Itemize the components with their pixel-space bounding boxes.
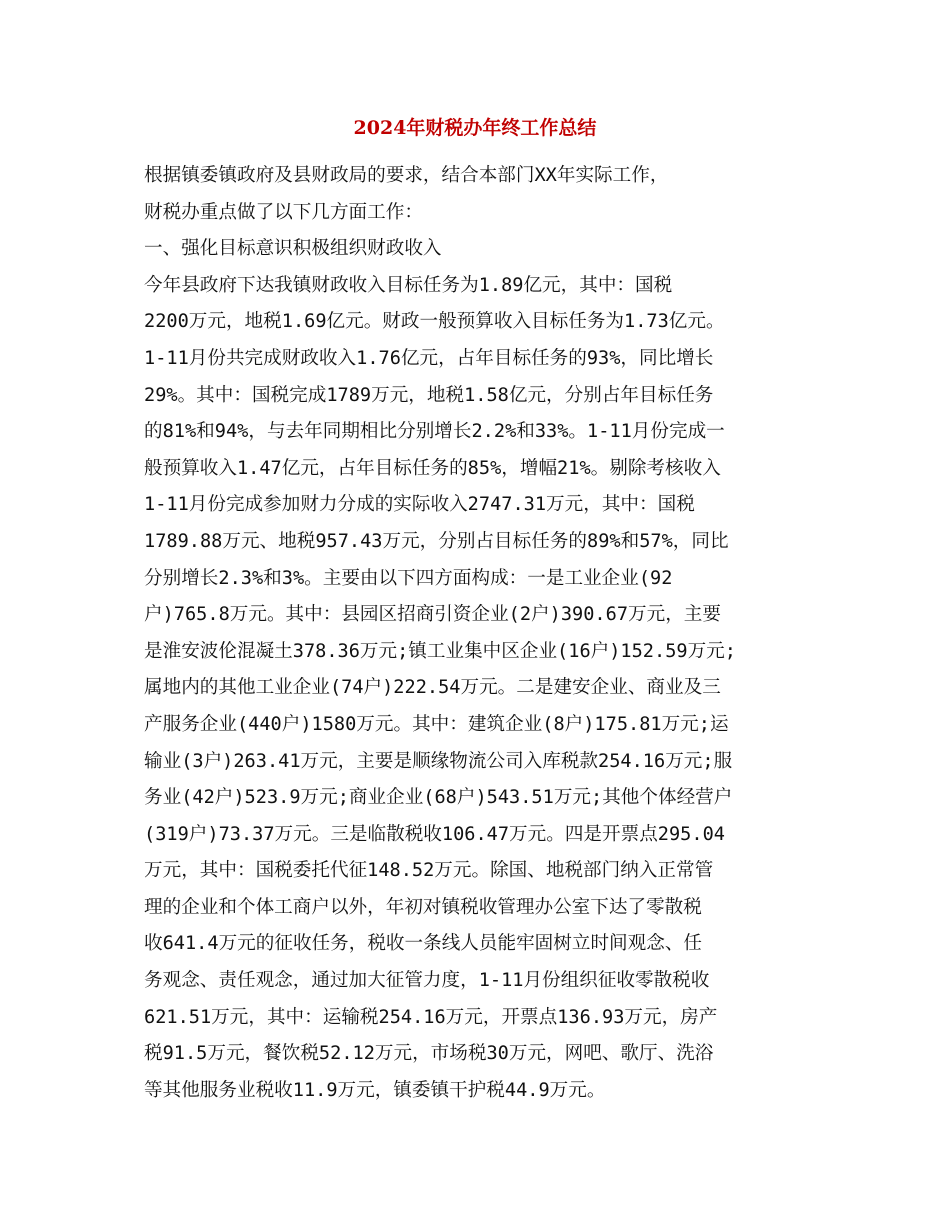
document-body: [144, 158, 814, 1109]
document-title: 2024年财税办年终工作总结: [353, 117, 597, 139]
section-heading-1: 一、强化目标意识积极组织财政收入: [144, 238, 442, 260]
intro-paragraph: 根据镇委镇政府及县财政局的要求，结合本部门XX年实际工作， 财税办重点做了以下几方面工作：: [144, 165, 669, 223]
section-1-paragraph: 今年县政府下达我镇财政收入目标任务为1.89亿元，其中：国税 2200万元，地税1.69亿元。财政一般预算收入目标任务为1.73亿元。 1-11月份共完成财政收入1.76亿元，占年目标任务的93%，同比增长 29%。其中：国税完成1789万元，地税1.58亿元，分别占年目标任务 的81%和94%，与去年同期相比分别增长2.2%和33%。1-11月份完成一 般预算收入1.47亿元，占年目标任务的85%，增幅21%。剔除考核收入 1-11月份完成参加财力分成的实际收入2747.31万元，其中：国税 1789.88万元、地税957.43万元，分别占目标任务的89%和57%，同比 分别增长2.3%和3%。主要由以下四方面构成：一是工业企业(92 户)765.8万元。其中：县园区招商引资企业(2户)390.67万元，主要 是淮安波伦混凝土378.36万元;镇工业集中区企业(16户)152.59万元; 属地内的其他工业企业(74户)222.54万元。二是建安企业、商业及三 产服务企业(440户)1580万元。其中：建筑企业(8户)175.81万元;运 输业(3户)263.41万元，主要是顺缘物流公司入库税款254.16万元;服 务业(42户)523.9万元;商业企业(68户)543.51万元;其他个体经营户 (319户)73.37万元。三是临散税收106.47万元。四是开票点295.04 万元，其中：国税委托代征148.52万元。除国、地税部门纳入正常管 理的企业和个体工商户以外，年初对镇税收管理办公室下达了零散税 收641.4万元的征收任务，税收一条线人员能牢固树立时间观念、任 务观念、责任观念，通过加大征管力度，1-11月份组织征收零散税收 621.51万元，其中：运输税254.16万元，开票点136.93万元，房产 税91.5万元，餐饮税52.12万元，市场税30万元，网吧、歌厅、洗浴 等其他服务业税收11.9万元，镇委镇干护税44.9万元。: [144, 274, 736, 1101]
